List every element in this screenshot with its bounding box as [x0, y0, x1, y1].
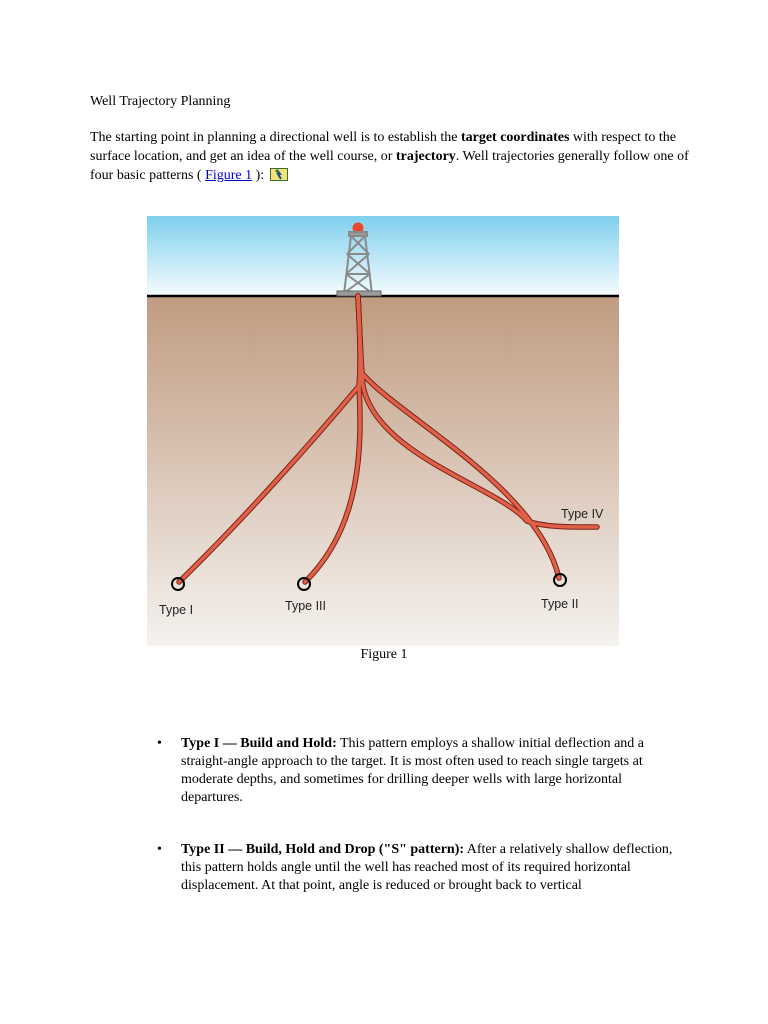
intro-text: ): — [252, 168, 265, 183]
bullet-title: Type II — Build, Hold and Drop ("S" pattern): — [181, 842, 465, 857]
figure-link-icon[interactable] — [270, 168, 288, 181]
intro-text: . Well trajectories generally follow one of four basic patterns ( — [90, 149, 689, 183]
figure-1-link[interactable]: Figure 1 — [205, 168, 253, 183]
ground — [147, 296, 619, 646]
figure-caption: Figure 1 — [360, 647, 408, 662]
well-trajectory-figure — [147, 216, 619, 646]
intro-text: with respect to the surface location, and get an idea of the well course, or — [90, 130, 676, 164]
sky — [147, 216, 619, 296]
intro-paragraph — [90, 128, 690, 185]
well-trajectory-diagram — [147, 216, 619, 646]
intro-text: The starting point in planning a directional well is to establish the — [90, 130, 461, 145]
bullet-marker: • — [157, 842, 162, 857]
bullet-marker: • — [157, 736, 162, 751]
target-coordinates-term: target coordinates — [460, 130, 570, 145]
label-type-1: Type I — [159, 603, 194, 617]
label-type-3: Type III — [285, 599, 326, 613]
bullet-text: After a relatively shallow deflection, this pattern holds angle until the well has reached most of its required horizontal displacement. At that point, angle is reduced or brought back to vertical — [181, 842, 673, 893]
label-type-4: Type IV — [561, 507, 604, 521]
bullet-title: Type I — Build and Hold: — [181, 736, 337, 751]
label-type-2: Type II — [541, 597, 579, 611]
page-title: Well Trajectory Planning — [90, 94, 231, 109]
list-item — [157, 735, 681, 807]
bullet-text: This pattern employs a shallow initial deflection and a straight-angle approach to the target. It is most often used to reach single targets at moderate depths, and sometimes for drilling deeper wells with large horizontal departures. — [181, 736, 645, 805]
trajectory-term: trajectory — [395, 149, 456, 164]
list-item — [157, 841, 681, 895]
